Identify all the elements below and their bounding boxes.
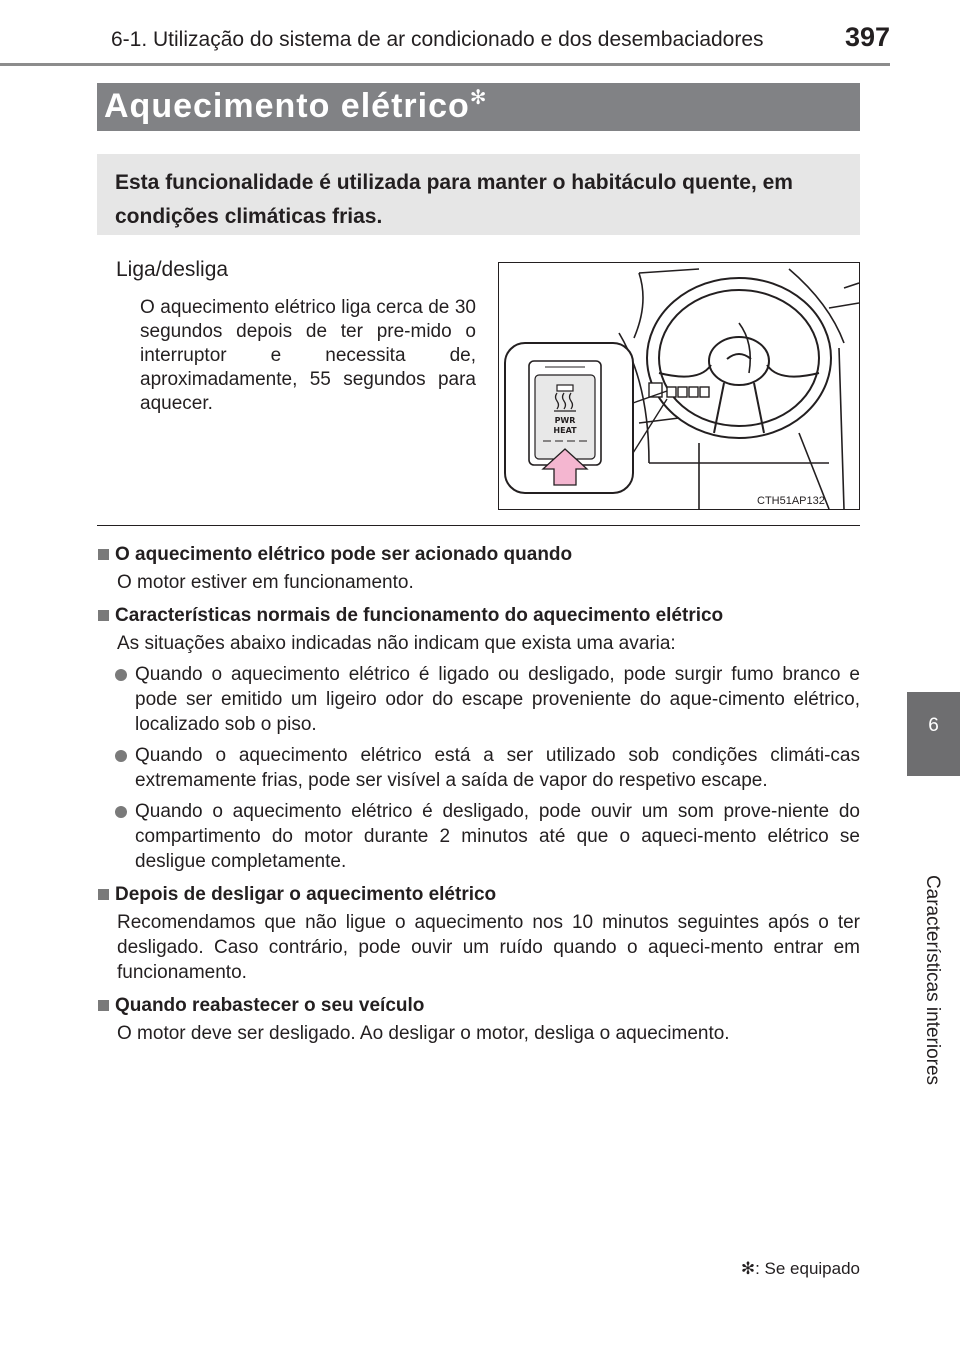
note-text: Recomendamos que não ligue o aquecimento nos 10 minutos seguintes após o ter desligado. Caso contrário, pode ouvir um ruído quando o aqueci-mento entrar em funcionamento. (117, 912, 860, 983)
bullet-item: Quando o aquecimento elétrico é ligado ou desligado, pode surgir fumo branco e pode ser emitido um ligeiro odor do escape proveniente do aque-cimento elétrico, localizado sob o piso. (97, 662, 860, 737)
section-divider (97, 525, 860, 526)
button-label-pwr: PWR (554, 416, 576, 425)
control-label: Liga/desliga (116, 258, 229, 281)
note-heading: O aquecimento elétrico pode ser acionado quando (97, 540, 860, 570)
notes-section (97, 540, 860, 1052)
page-number: 397 (844, 22, 890, 52)
header-rule (0, 63, 890, 66)
note-text: O motor estiver em funcionamento. (117, 572, 414, 593)
note-text: As situações abaixo indicadas não indicam que exista uma avaria: (117, 633, 676, 654)
control-description: O aquecimento elétrico liga cerca de 30 segundos depois de ter pre-mido o interruptor e necessita de, aproximadamente, 55 segundos para aquecer. (140, 297, 476, 414)
intro-box: Esta funcionalidade é utilizada para manter o habitáculo quente, em condições climáticas frias. (97, 154, 860, 235)
bullet-item: Quando o aquecimento elétrico está a ser utilizado sob condições climáti-cas extremamente frias, pode ser visível a saída de vapor do respetivo escape. (97, 743, 860, 793)
illustration-code: CTH51AP132 (757, 495, 825, 507)
dashboard-illustration (499, 263, 859, 509)
note-heading: Quando reabastecer o seu veículo (97, 991, 860, 1021)
chapter-label: Características interiores (922, 874, 943, 1086)
note-text: O motor deve ser desligado. Ao desligar o motor, desliga o aquecimento. (117, 1023, 730, 1044)
section-title: Aquecimento elétrico (104, 87, 470, 125)
footnote: ✻: Se equipado (740, 1259, 860, 1278)
chapter-number: 6 (928, 715, 939, 736)
button-label-heat: HEAT (553, 426, 577, 435)
note-heading: Depois de desligar o aquecimento elétrico (97, 880, 860, 910)
bullet-item: Quando o aquecimento elétrico é desligado, pode ouvir um som prove-niente do compartimento do motor durante 2 minutos até que o aqueci-mento elétrico se desligue completamente. (97, 799, 860, 874)
note-heading: Características normais de funcionamento do aquecimento elétrico (97, 601, 860, 631)
equipped-mark: ✻ (469, 87, 488, 109)
section-title-bar (97, 83, 860, 131)
running-header: 6-1. Utilização do sistema de ar condicionado e dos desembaciadores (111, 28, 764, 51)
illustration-frame (498, 262, 860, 510)
